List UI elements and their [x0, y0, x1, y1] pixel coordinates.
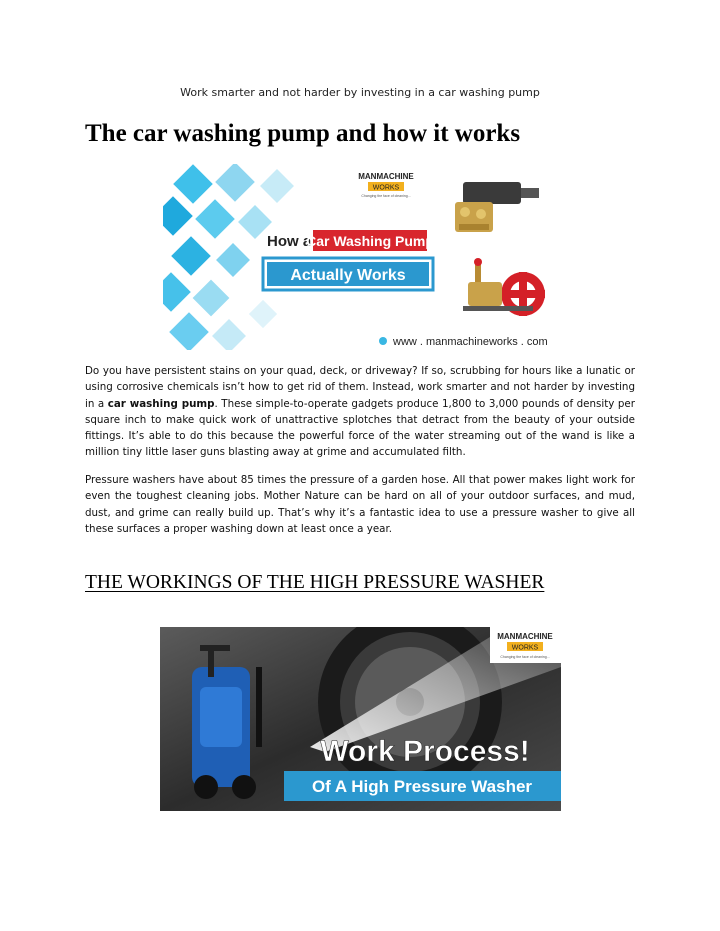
intro-text-start: Do you have persistent stains on your quad, deck, or driveway? If so, scrubbing for hours like a lunatic or using corrosive chemicals isn’t how to get rid of them. Instead, work smarter and not harder by investing in a: [85, 365, 635, 410]
logo2-line1: MANMACHINE: [497, 632, 553, 641]
banner-headline-highlight: Car Washing Pump: [306, 233, 434, 249]
logo-line2: WORKS: [372, 184, 400, 192]
globe-icon: [379, 337, 387, 345]
work-process-banner: [160, 627, 561, 811]
car-washing-pump-banner: [163, 164, 559, 350]
section-heading: THE WORKINGS OF THE HIGH PRESSURE WASHER: [85, 572, 545, 593]
car-washing-pump-term: car washing pump: [107, 397, 215, 410]
logo2-line2: WORKS: [511, 644, 539, 652]
banner-headline-prefix: How a: [267, 233, 312, 250]
logo2-tagline: Changing the face of cleaning...: [500, 655, 550, 659]
banner-website: www . manmachineworks . com: [393, 336, 548, 348]
banner-subheadline: Actually Works: [290, 267, 406, 284]
banner2-subheadline: Of A High Pressure Washer: [311, 777, 533, 796]
banner2-headline: Work Process!: [320, 735, 530, 768]
page-title: The car washing pump and how it works: [85, 120, 521, 147]
manmachine-logo-2: [490, 627, 561, 663]
logo-tagline: Changing the face of cleaning...: [361, 194, 411, 198]
banner2-graphic: [160, 627, 561, 811]
document-tagline: Work smarter and not harder by investing in a car washing pump: [180, 86, 540, 99]
pressure-washer-paragraph: Pressure washers have about 85 times the pressure of a garden hose. All that power makes light work for even the toughest cleaning jobs. Mother Nature can be hard on all of your outdoor surfaces, and mud, dust, and grime can really build up. That’s why it’s a fantastic idea to use a pressure washer to give all these surfaces a proper washing down at least once a year.: [85, 474, 635, 535]
intro-paragraph: [85, 363, 635, 461]
intro-text-end: . These simple-to-operate gadgets produce 1,800 to 3,000 pounds of density per square inch to make quick work of unattractive splotches that detract from the beauty of your outside fittings. It’s able to do this because the powerful force of the water streaming out of the wand is like a million tiny little laser guns blasting away at grime and accumulated filth.: [85, 397, 635, 459]
logo-line1: MANMACHINE: [358, 172, 414, 181]
banner-graphic: [163, 164, 559, 350]
manmachine-logo: [353, 170, 419, 200]
